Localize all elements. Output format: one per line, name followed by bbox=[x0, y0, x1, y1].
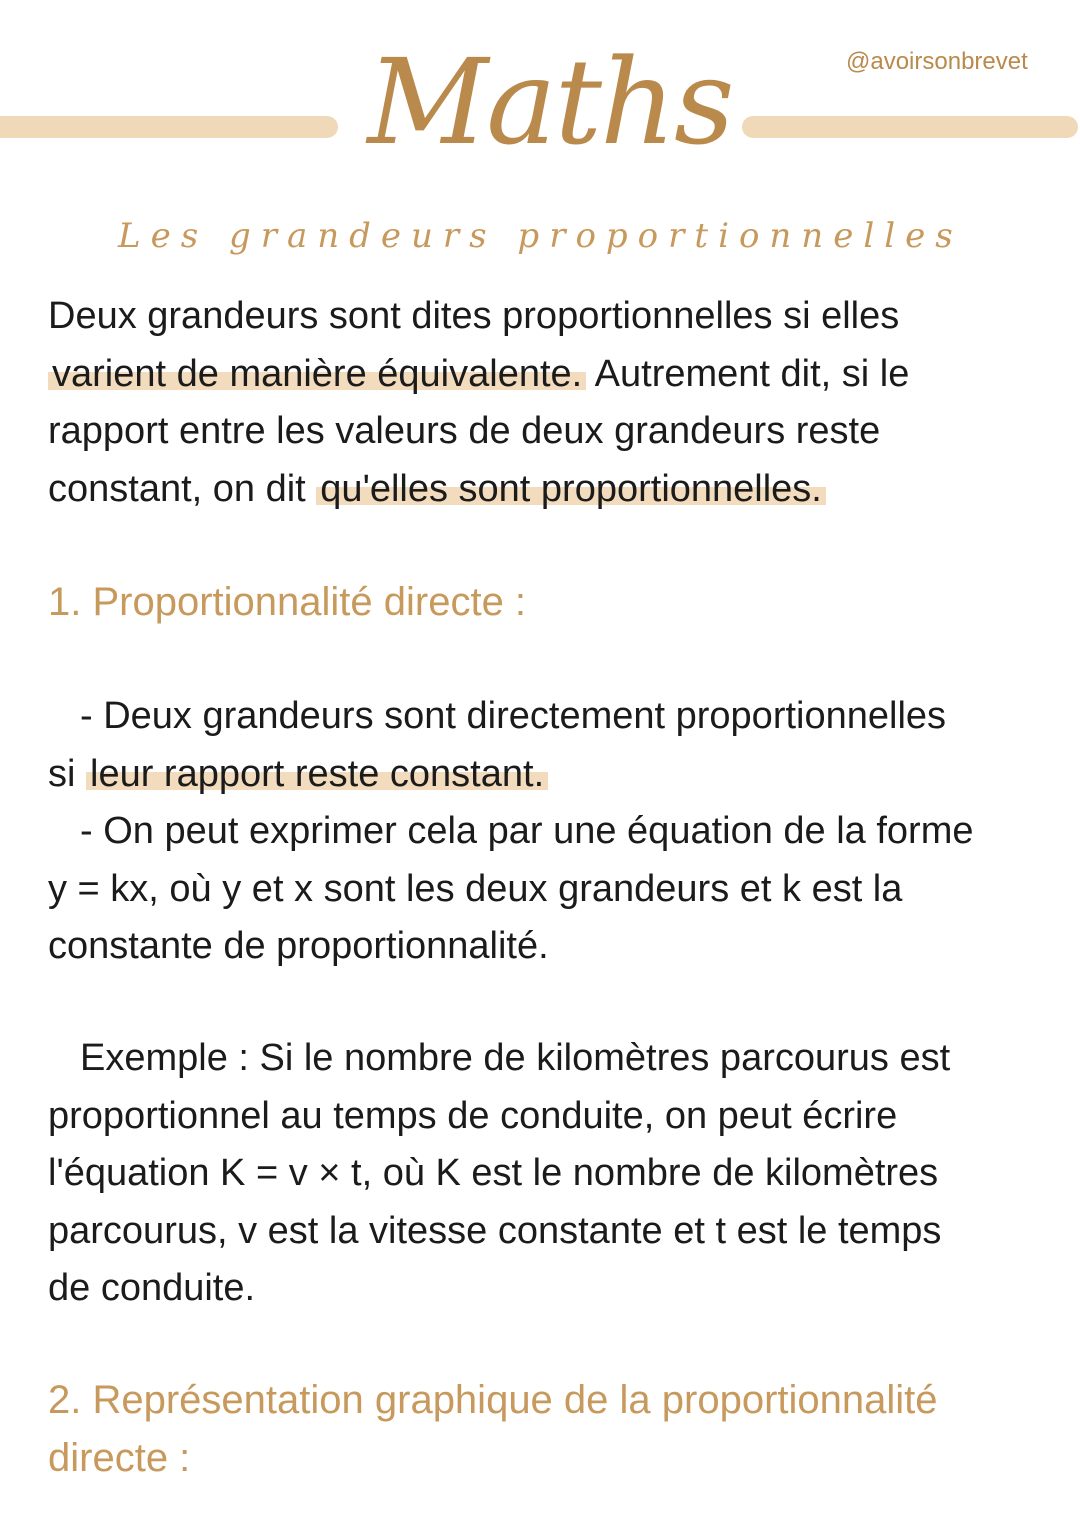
example-line-5: de conduite. bbox=[48, 1267, 256, 1309]
intro-highlight-1: varient de manière équivalente. bbox=[48, 353, 586, 395]
bullet-2-line-2: y = kx, où y et x sont les deux grandeurs et k est la bbox=[48, 867, 903, 910]
section-1-bullets bbox=[48, 688, 1048, 976]
intro-paragraph bbox=[48, 288, 1048, 518]
intro-highlight-2: qu'elles sont proportionnelles. bbox=[316, 468, 826, 510]
intro-line-2 bbox=[48, 346, 1048, 404]
bullet-2-line-3: constante de proportionnalité. bbox=[48, 925, 549, 967]
example-line-1: Exemple : Si le nombre de kilomètres parcourus est bbox=[80, 1037, 951, 1079]
example-paragraph bbox=[48, 1030, 1048, 1318]
bullet-1-line-2-start: si bbox=[48, 752, 86, 795]
section-1-heading: 1. Proportionnalité directe : bbox=[48, 580, 527, 624]
page-title: Maths bbox=[367, 33, 733, 171]
bullet-1-line-2 bbox=[48, 746, 1048, 804]
header-rule-right bbox=[742, 116, 1078, 138]
bullet-1-line-1: - Deux grandeurs sont directement proportionnelles bbox=[80, 695, 947, 737]
intro-line-4-start: constant, on dit bbox=[48, 467, 317, 510]
example-line-2: proportionnel au temps de conduite, on peut écrire bbox=[48, 1094, 898, 1137]
intro-line-1: Deux grandeurs sont dites proportionnelles si elles bbox=[48, 295, 900, 337]
intro-line-4 bbox=[48, 461, 1048, 519]
bullet-1-highlight: leur rapport reste constant. bbox=[86, 753, 548, 795]
intro-line-3: rapport entre les valeurs de deux grandeurs reste bbox=[48, 410, 881, 452]
section-2-heading-line-1: 2. Représentation graphique de la proportionnalité bbox=[48, 1378, 938, 1422]
example-line-3: l'équation K = v × t, où K est le nombre de kilomètres bbox=[48, 1152, 939, 1194]
page-subtitle: Les grandeurs proportionnelles bbox=[118, 216, 963, 256]
intro-line-2-rest: Autrement dit, si le bbox=[586, 352, 910, 395]
example-line-4: parcourus, v est la vitesse constante et t est le temps bbox=[48, 1209, 942, 1252]
header-rule-left bbox=[0, 116, 338, 138]
bullet-2-line-1: - On peut exprimer cela par une équation de la forme bbox=[80, 810, 974, 852]
section-2-heading bbox=[48, 1372, 938, 1487]
section-2-heading-line-2: directe : bbox=[48, 1435, 191, 1480]
author-handle: @avoirsonbrevet bbox=[846, 48, 1028, 75]
